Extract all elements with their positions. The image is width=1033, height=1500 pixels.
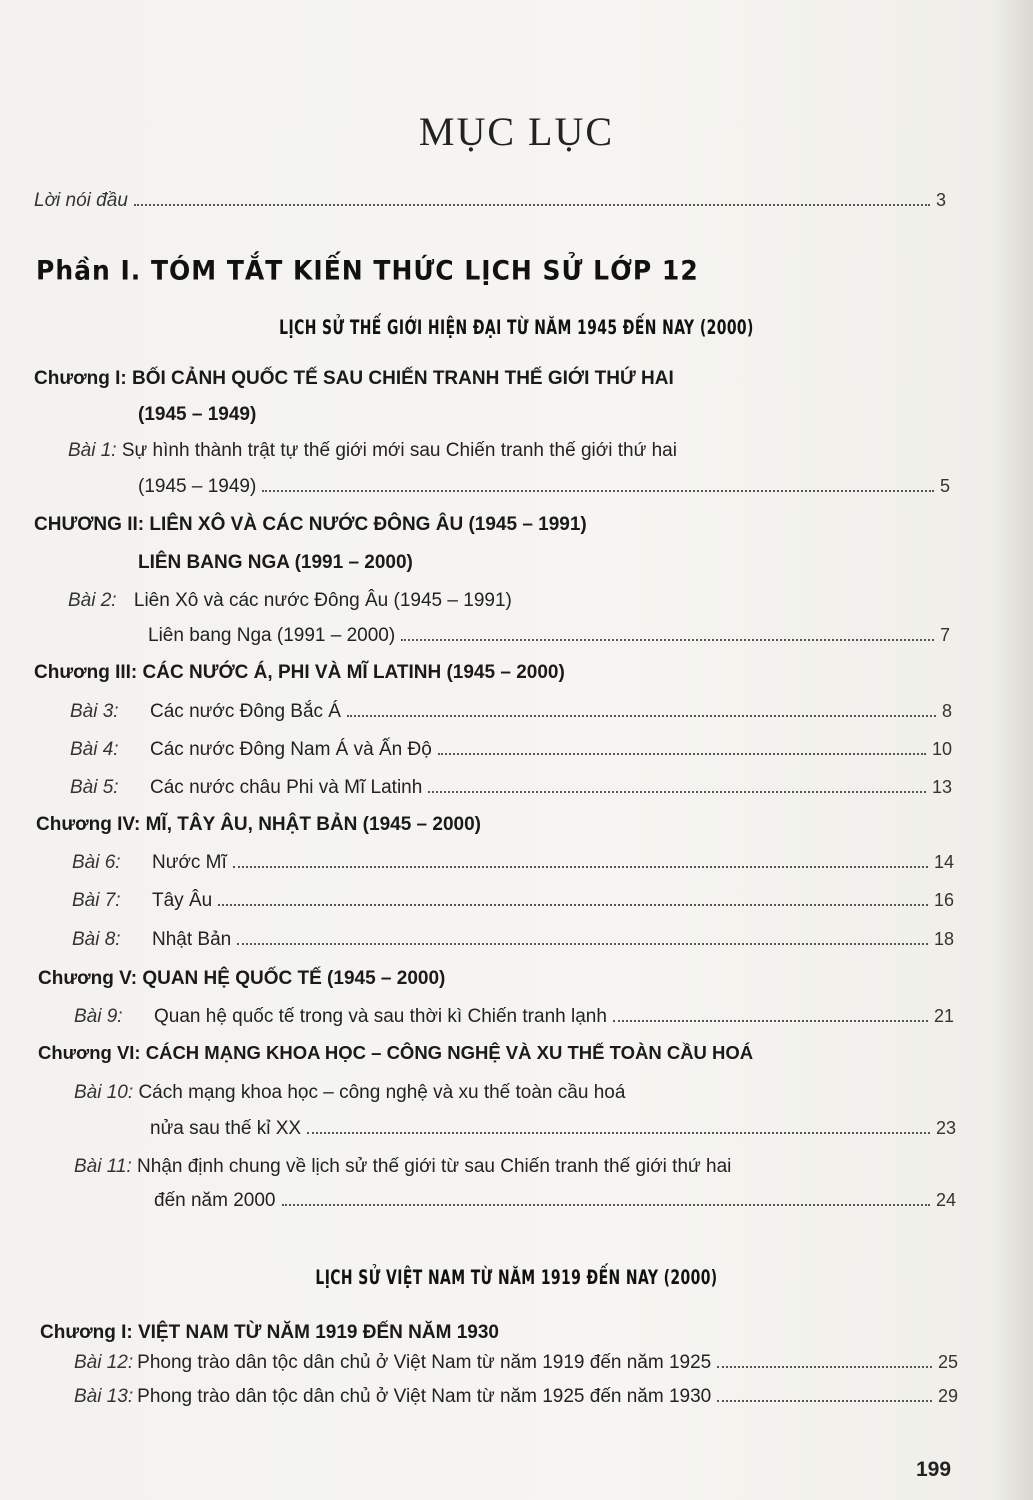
lesson-3-entry[interactable] (70, 701, 952, 723)
lesson-6-page: 14 (933, 852, 954, 872)
lesson-11-title: Nhận định chung về lịch sử thế giới từ sau Chiến tranh thế giới thứ hai (137, 1156, 732, 1177)
lesson-12-label: Bài 12: (74, 1352, 134, 1373)
leader-dots (237, 943, 928, 945)
lesson-10-title: Cách mạng khoa học – công nghệ và xu thế toàn cầu hoá (138, 1082, 626, 1103)
leader-dots (428, 791, 926, 793)
lesson-9-title: Quan hệ quốc tế trong và sau thời kì Chiến tranh lạnh (154, 1006, 607, 1027)
chapter-vn-1-heading[interactable]: Chương I: VIỆT NAM TỪ NĂM 1919 ĐẾN NĂM 1930 (40, 1322, 499, 1343)
lesson-11-page: 24 (935, 1190, 956, 1210)
lesson-5-title: Các nước châu Phi và Mĩ Latinh (150, 777, 423, 798)
leader-dots (307, 1132, 930, 1134)
chapter-2-heading-cont: LIÊN BANG NGA (1991 – 2000) (138, 552, 413, 573)
lesson-6-title: Nước Mĩ (152, 852, 227, 873)
lesson-9-label: Bài 9: (74, 1006, 123, 1027)
leader-dots (134, 204, 930, 206)
lesson-9-entry[interactable] (74, 1006, 954, 1028)
lesson-1-label: Bài 1: (68, 440, 117, 461)
leader-dots (218, 904, 928, 906)
leader-dots (282, 1204, 930, 1206)
lesson-12-page: 25 (937, 1352, 958, 1372)
chapter-2-heading[interactable]: CHƯƠNG II: LIÊN XÔ VÀ CÁC NƯỚC ĐÔNG ÂU (1945 – 1991) (34, 514, 587, 535)
lesson-2-entry[interactable] (148, 625, 950, 647)
preface-entry[interactable] (34, 190, 946, 212)
lesson-3-title: Các nước Đông Bắc Á (150, 701, 341, 722)
preface-page: 3 (935, 190, 946, 210)
lesson-5-page: 13 (931, 777, 952, 797)
lesson-6-label: Bài 6: (72, 852, 121, 873)
lesson-1-entry[interactable] (138, 476, 950, 498)
lesson-2-title: Liên Xô và các nước Đông Âu (1945 – 1991) (133, 590, 512, 611)
chapter-5-heading[interactable]: Chương V: QUAN HỆ QUỐC TẾ (1945 – 2000) (38, 968, 446, 989)
lesson-7-page: 16 (933, 890, 954, 910)
leader-dots (717, 1366, 932, 1368)
part-heading: Phần I. TÓM TẮT KIẾN THỨC LỊCH SỬ LỚP 12 (36, 255, 699, 286)
lesson-4-title: Các nước Đông Nam Á và Ấn Độ (150, 739, 432, 760)
leader-dots (717, 1400, 932, 1402)
lesson-10-label: Bài 10: (74, 1082, 134, 1103)
leader-dots (347, 715, 936, 717)
lesson-8-label: Bài 8: (72, 929, 121, 950)
lesson-7-label: Bài 7: (72, 890, 121, 911)
lesson-1-title: Sự hình thành trật tự thế giới mới sau Chiến tranh thế giới thứ hai (121, 440, 677, 461)
lesson-13-label: Bài 13: (74, 1386, 134, 1407)
lesson-1-line1[interactable] (68, 440, 677, 462)
lesson-11-entry[interactable] (154, 1190, 956, 1212)
leader-dots (438, 753, 926, 755)
lesson-4-entry[interactable] (70, 739, 952, 761)
leader-dots (233, 866, 928, 868)
page-title: MỤC LỤC (418, 109, 615, 154)
chapter-6-heading[interactable]: Chương VI: CÁCH MẠNG KHOA HỌC – CÔNG NGHỆ VÀ XU THẾ TOÀN CẦU HOÁ (38, 1042, 754, 1063)
chapter-1-heading-cont: (1945 – 1949) (138, 404, 257, 425)
preface-label: Lời nói đầu (34, 190, 128, 211)
lesson-5-label: Bài 5: (70, 777, 119, 798)
lesson-3-label: Bài 3: (70, 701, 119, 722)
lesson-11-label: Bài 11: (74, 1156, 132, 1177)
chapter-4-heading[interactable]: Chương IV: MĨ, TÂY ÂU, NHẬT BẢN (1945 – 2000) (36, 814, 481, 835)
lesson-4-label: Bài 4: (70, 739, 119, 760)
lesson-12-entry[interactable] (74, 1352, 958, 1374)
lesson-3-page: 8 (941, 701, 952, 721)
lesson-6-entry[interactable] (72, 852, 954, 874)
leader-dots (401, 639, 934, 641)
lesson-11-line1[interactable] (74, 1156, 731, 1178)
lesson-10-line1[interactable] (74, 1082, 625, 1104)
lesson-5-entry[interactable] (70, 777, 952, 799)
page-number: 199 (916, 1458, 952, 1481)
lesson-13-entry[interactable] (74, 1386, 958, 1408)
lesson-2-label: Bài 2: (68, 590, 117, 611)
lesson-8-title: Nhật Bản (152, 929, 232, 950)
lesson-12-title: Phong trào dân tộc dân chủ ở Việt Nam từ năm 1919 đến năm 1925 (137, 1352, 712, 1373)
lesson-7-entry[interactable] (72, 890, 954, 912)
lesson-2-title-cont: Liên bang Nga (1991 – 2000) (148, 625, 396, 646)
lesson-7-title: Tây Âu (152, 890, 213, 911)
lesson-2-line1[interactable] (68, 590, 512, 612)
lesson-13-page: 29 (937, 1386, 958, 1406)
lesson-8-page: 18 (933, 929, 954, 949)
lesson-1-title-cont: (1945 – 1949) (138, 476, 257, 497)
lesson-11-title-cont: đến năm 2000 (154, 1190, 276, 1211)
leader-dots (613, 1020, 928, 1022)
lesson-10-title-cont: nửa sau thế kỉ XX (150, 1118, 302, 1139)
lesson-10-page: 23 (935, 1118, 956, 1138)
section-heading-world: LỊCH SỬ THẾ GIỚI HIỆN ĐẠI TỪ NĂM 1945 ĐẾN NAY (2000) (279, 316, 754, 340)
leader-dots (262, 490, 934, 492)
chapter-1-heading[interactable]: Chương I: BỐI CẢNH QUỐC TẾ SAU CHIẾN TRANH THẾ GIỚI THỨ HAI (34, 368, 674, 389)
lesson-13-title: Phong trào dân tộc dân chủ ở Việt Nam từ năm 1925 đến năm 1930 (137, 1386, 712, 1407)
lesson-1-page: 5 (939, 476, 950, 496)
chapter-3-heading[interactable]: Chương III: CÁC NƯỚC Á, PHI VÀ MĨ LATINH (1945 – 2000) (34, 662, 565, 683)
lesson-2-page: 7 (939, 625, 950, 645)
lesson-4-page: 10 (931, 739, 952, 759)
section-heading-vietnam: LỊCH SỬ VIỆT NAM TỪ NĂM 1919 ĐẾN NAY (2000) (315, 1266, 718, 1290)
lesson-8-entry[interactable] (72, 929, 954, 951)
lesson-9-page: 21 (933, 1006, 954, 1026)
lesson-10-entry[interactable] (150, 1118, 956, 1140)
